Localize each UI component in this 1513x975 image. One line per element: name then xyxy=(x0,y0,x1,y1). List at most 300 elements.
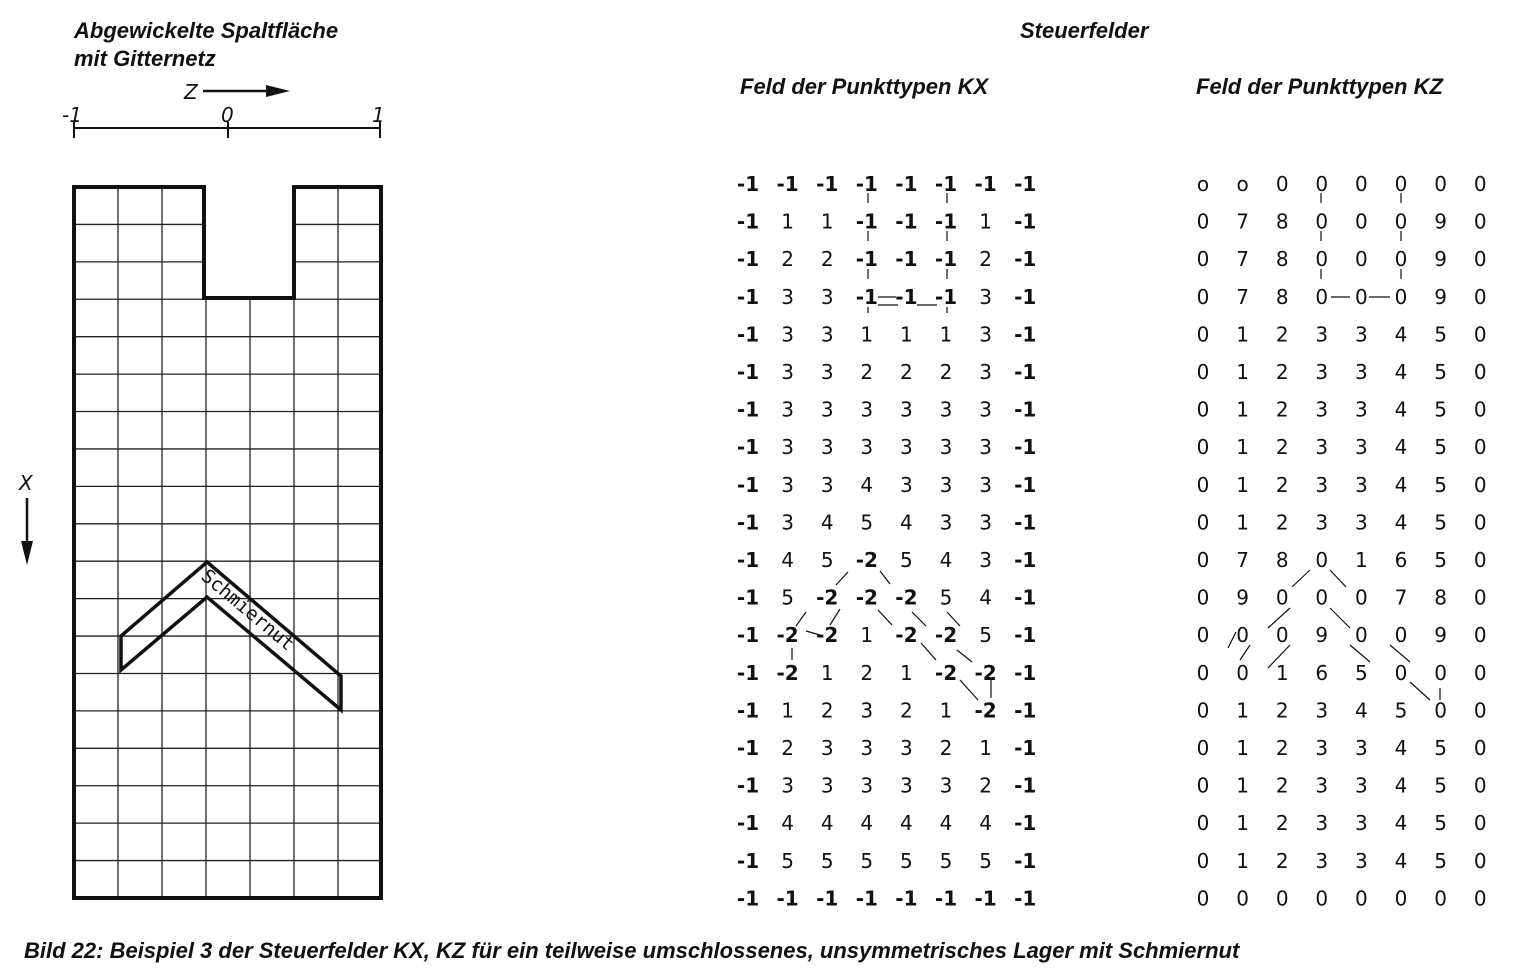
kx-cell: -1 xyxy=(895,209,918,234)
kz-cell: 5 xyxy=(1355,660,1368,685)
kz-cell: 0 xyxy=(1315,247,1329,272)
z-tick-label-zero: 0 xyxy=(221,103,234,127)
kx-cell: 3 xyxy=(860,698,874,723)
kx-cell: 1 xyxy=(860,623,874,648)
kz-cell: 0 xyxy=(1473,585,1487,610)
kx-cell: -1 xyxy=(1014,322,1037,347)
kx-cell: 4 xyxy=(860,472,874,497)
kx-cell: -2 xyxy=(895,623,918,648)
kz-cell: 3 xyxy=(1355,435,1368,460)
kx-cell: 5 xyxy=(860,510,874,535)
kx-cell: 3 xyxy=(781,435,794,460)
kx-cell: 2 xyxy=(781,736,794,760)
kx-cell: 3 xyxy=(781,284,794,309)
kx-cell: 3 xyxy=(979,284,992,309)
kz-cell: o xyxy=(1196,172,1210,196)
kz-cell: 0 xyxy=(1394,172,1408,196)
kz-cell: 5 xyxy=(1434,397,1447,422)
kz-cell: 0 xyxy=(1434,698,1447,723)
kx-cell: -1 xyxy=(1014,472,1037,497)
kx-cell: -1 xyxy=(736,848,760,873)
kz-cell: 7 xyxy=(1236,548,1249,572)
kz-cell: 0 xyxy=(1394,209,1408,234)
kz-cell: 8 xyxy=(1275,247,1289,272)
kx-cell: -2 xyxy=(855,548,878,572)
kz-cell: 0 xyxy=(1315,548,1329,572)
kz-cell: 3 xyxy=(1315,397,1329,422)
kz-cell: 0 xyxy=(1473,360,1487,384)
kx-cell: 2 xyxy=(860,360,874,384)
kx-cell: 3 xyxy=(979,322,992,347)
kx-cell: -2 xyxy=(816,623,839,648)
kx-cell: 3 xyxy=(979,360,992,384)
kz-cell: 0 xyxy=(1196,322,1210,347)
kz-cell: 4 xyxy=(1394,811,1408,836)
kz-cell: 0 xyxy=(1473,698,1487,723)
kx-cell: 1 xyxy=(939,322,953,347)
kx-cell: 3 xyxy=(820,284,834,309)
kz-cell: 9 xyxy=(1434,247,1447,272)
kx-cell: 4 xyxy=(939,811,953,836)
kz-cell: 4 xyxy=(1394,397,1408,422)
kz-cell: 7 xyxy=(1236,209,1249,234)
kz-cell: 5 xyxy=(1434,360,1447,384)
kx-cell: -1 xyxy=(855,284,878,309)
kx-cell: -1 xyxy=(1014,435,1037,460)
kx-cell: -1 xyxy=(736,435,760,460)
kz-cell: 2 xyxy=(1275,698,1289,723)
kz-cell: 0 xyxy=(1473,247,1487,272)
kx-cell: -1 xyxy=(776,886,799,911)
kz-cell: 0 xyxy=(1315,172,1329,196)
kz-cell: 0 xyxy=(1394,660,1408,685)
kz-cell: 0 xyxy=(1315,284,1329,309)
kz-cell: 0 xyxy=(1196,548,1210,572)
kz-cell: 3 xyxy=(1355,510,1368,535)
kz-cell: 5 xyxy=(1434,548,1447,572)
kx-cell: -2 xyxy=(776,623,799,648)
groove-label: Schmiernut xyxy=(196,564,299,656)
kx-cell: 3 xyxy=(900,736,913,760)
kx-cell: 4 xyxy=(781,548,794,572)
kz-cell: 0 xyxy=(1196,886,1210,911)
kx-cell: -1 xyxy=(895,886,918,911)
kz-cell: 1 xyxy=(1236,435,1249,460)
kx-cell: 3 xyxy=(820,773,834,798)
kz-cell: 6 xyxy=(1394,548,1408,572)
kx-cell: 3 xyxy=(860,435,874,460)
kz-cell: 4 xyxy=(1394,848,1408,873)
kx-cell: -1 xyxy=(736,736,760,760)
kx-cell: -1 xyxy=(895,172,918,196)
kz-cell: 0 xyxy=(1196,848,1210,873)
kx-cell: -1 xyxy=(1014,660,1037,685)
kz-cell: 8 xyxy=(1275,209,1289,234)
kz-cell: 3 xyxy=(1315,510,1329,535)
kx-cell: -1 xyxy=(1014,736,1037,760)
kx-field-title: Feld der Punkttypen KX xyxy=(740,74,989,99)
kz-cell: 4 xyxy=(1394,360,1408,384)
kz-cell: 8 xyxy=(1275,284,1289,309)
kz-cell: 5 xyxy=(1434,322,1447,347)
kz-cell: 0 xyxy=(1473,172,1487,196)
kx-cell: -1 xyxy=(1014,247,1037,272)
kz-cell: 3 xyxy=(1355,397,1368,422)
kx-cell: 2 xyxy=(900,360,913,384)
z-arrow-head xyxy=(266,85,290,97)
kx-cell: 2 xyxy=(781,247,794,272)
kx-cell: 3 xyxy=(820,472,834,497)
kx-cell: -1 xyxy=(1014,886,1037,911)
kx-cell: -2 xyxy=(855,585,878,610)
kz-cell: 0 xyxy=(1434,172,1447,196)
kz-cell: 4 xyxy=(1394,736,1408,760)
kx-cell: 3 xyxy=(979,510,992,535)
kz-cell: 9 xyxy=(1315,623,1329,648)
kz-cell: 0 xyxy=(1315,585,1329,610)
kz-cell: 0 xyxy=(1394,247,1408,272)
kx-cell: 5 xyxy=(939,848,953,873)
kz-cell: 2 xyxy=(1275,773,1289,798)
kz-cell: 0 xyxy=(1473,284,1487,309)
kz-cell: 2 xyxy=(1275,397,1289,422)
kx-cell: 3 xyxy=(939,510,953,535)
kx-cell: 1 xyxy=(820,209,834,234)
kx-cell: -2 xyxy=(776,660,799,685)
kz-cell: 0 xyxy=(1196,736,1210,760)
kz-cell: 0 xyxy=(1473,660,1487,685)
kx-cell: -1 xyxy=(855,886,878,911)
kx-cell: -1 xyxy=(1014,698,1037,723)
kz-cell: 8 xyxy=(1275,548,1289,572)
kx-cell: 1 xyxy=(900,660,913,685)
kz-cell: 0 xyxy=(1473,510,1487,535)
kz-cell: 1 xyxy=(1236,397,1249,422)
kx-cell: 2 xyxy=(979,773,992,798)
kx-cell: -1 xyxy=(736,698,760,723)
kx-cell: 4 xyxy=(979,811,992,836)
kx-cell: -1 xyxy=(1014,623,1037,648)
kx-cell: 3 xyxy=(900,472,913,497)
kx-cell: -1 xyxy=(736,172,760,196)
kx-cell: 1 xyxy=(979,736,992,760)
kx-cell: 5 xyxy=(820,848,834,873)
bearing-outline xyxy=(74,187,381,898)
kz-cell: 0 xyxy=(1355,209,1368,234)
kz-cell: 3 xyxy=(1355,472,1368,497)
kx-cell: 5 xyxy=(860,848,874,873)
kz-cell: 0 xyxy=(1275,172,1289,196)
kz-cell: 0 xyxy=(1473,435,1487,460)
kz-cell: 1 xyxy=(1236,322,1249,347)
kx-cell: -2 xyxy=(934,623,958,648)
kz-cell: 0 xyxy=(1196,623,1210,648)
kx-matrix xyxy=(737,172,1036,910)
kx-cell: -1 xyxy=(934,172,958,196)
kx-cell: 5 xyxy=(939,585,953,610)
kx-cell: -1 xyxy=(736,209,760,234)
kz-cell: o xyxy=(1236,172,1249,196)
kz-cell: 0 xyxy=(1434,886,1447,911)
kz-cell: 0 xyxy=(1196,660,1210,685)
kz-cell: 2 xyxy=(1275,811,1289,836)
kz-cell: 0 xyxy=(1236,623,1249,648)
kx-cell: -1 xyxy=(736,360,760,384)
kx-cell: 1 xyxy=(860,322,874,347)
kz-cell: 5 xyxy=(1394,698,1408,723)
kx-cell: -1 xyxy=(736,322,760,347)
kz-cell: 2 xyxy=(1275,510,1289,535)
kz-cell: 0 xyxy=(1473,209,1487,234)
kz-cell: 1 xyxy=(1236,773,1249,798)
kz-cell: 5 xyxy=(1434,472,1447,497)
kz-cell: 0 xyxy=(1315,209,1329,234)
kz-cell: 0 xyxy=(1196,698,1210,723)
kz-cell: 3 xyxy=(1315,435,1329,460)
kx-cell: -1 xyxy=(736,510,760,535)
kz-cell: 5 xyxy=(1434,811,1447,836)
kz-cell: 5 xyxy=(1434,848,1447,873)
kx-cell: -1 xyxy=(855,209,878,234)
x-axis-label: X xyxy=(19,471,33,495)
kx-cell: -1 xyxy=(974,886,997,911)
kz-cell: 3 xyxy=(1315,736,1329,760)
kz-cell: 0 xyxy=(1355,284,1368,309)
kz-cell: 0 xyxy=(1275,886,1289,911)
kx-cell: -1 xyxy=(1014,172,1037,196)
kx-cell: 5 xyxy=(820,548,834,572)
kz-cell: 4 xyxy=(1355,698,1368,723)
kz-cell: 2 xyxy=(1275,322,1289,347)
kz-cell: 0 xyxy=(1196,247,1210,272)
kx-cell: -1 xyxy=(895,247,918,272)
developed-gap-grid xyxy=(74,187,381,898)
grid-title-line2: mit Gitternetz xyxy=(74,46,216,71)
kx-cell: -1 xyxy=(1014,510,1037,535)
kx-cell: -1 xyxy=(1014,209,1037,234)
kz-cell: 0 xyxy=(1394,886,1408,911)
kz-cell: 1 xyxy=(1236,360,1249,384)
kx-cell: 3 xyxy=(939,397,953,422)
kz-cell: 9 xyxy=(1434,623,1447,648)
kz-cell: 0 xyxy=(1473,322,1487,347)
kz-cell: 2 xyxy=(1275,360,1289,384)
z-axis-label: Z xyxy=(184,80,198,104)
kx-cell: 4 xyxy=(820,811,834,836)
kx-cell: 5 xyxy=(979,623,992,648)
kx-cell: 1 xyxy=(900,322,913,347)
kx-cell: 3 xyxy=(781,360,794,384)
kx-cell: 4 xyxy=(781,811,794,836)
kx-cell: 1 xyxy=(979,209,992,234)
kx-cell: 3 xyxy=(820,360,834,384)
kx-cell: 3 xyxy=(979,472,992,497)
kz-cell: 3 xyxy=(1315,472,1329,497)
kz-cell: 0 xyxy=(1196,472,1210,497)
kx-cell: 5 xyxy=(900,848,913,873)
kz-cell: 0 xyxy=(1355,247,1368,272)
x-axis xyxy=(18,471,34,565)
kx-cell: -2 xyxy=(974,698,997,723)
kz-cell: 0 xyxy=(1473,886,1487,911)
kx-cell: -1 xyxy=(736,811,760,836)
kz-cell: 0 xyxy=(1355,585,1368,610)
kx-cell: 1 xyxy=(781,698,794,723)
x-arrow-head xyxy=(21,541,33,565)
kz-cell: 1 xyxy=(1355,548,1368,572)
kx-cell: -1 xyxy=(736,886,760,911)
kx-cell: 3 xyxy=(781,773,794,798)
kx-cell: 4 xyxy=(939,548,953,572)
kx-cell: 5 xyxy=(900,548,913,572)
kz-cell: 0 xyxy=(1394,623,1408,648)
kz-cell: 0 xyxy=(1196,811,1210,836)
kz-cell: 0 xyxy=(1473,623,1487,648)
kz-cell: 7 xyxy=(1394,585,1408,610)
kz-cell: 9 xyxy=(1236,585,1249,610)
kx-cell: 3 xyxy=(900,773,913,798)
z-tick-label-max: 1 xyxy=(372,103,385,127)
kx-cell: 3 xyxy=(820,736,834,760)
kz-connection-lines xyxy=(1228,193,1440,700)
kz-cell: 3 xyxy=(1355,736,1368,760)
kz-cell: 1 xyxy=(1236,698,1249,723)
z-axis xyxy=(62,80,385,138)
kz-cell: 4 xyxy=(1394,322,1408,347)
kx-cell: -1 xyxy=(736,397,760,422)
kx-cell: -1 xyxy=(855,247,878,272)
kx-cell: 3 xyxy=(781,322,794,347)
kx-cell: -1 xyxy=(855,172,878,196)
kz-cell: 9 xyxy=(1434,284,1447,309)
kx-cell: -1 xyxy=(736,548,760,572)
kx-cell: 3 xyxy=(860,773,874,798)
kz-cell: 3 xyxy=(1315,698,1329,723)
kz-cell: 0 xyxy=(1473,773,1487,798)
kz-cell: 0 xyxy=(1473,811,1487,836)
kx-cell: 2 xyxy=(860,660,874,685)
kx-cell: 3 xyxy=(820,397,834,422)
kz-cell: 0 xyxy=(1196,360,1210,384)
kz-cell: 8 xyxy=(1434,585,1447,610)
kz-cell: 0 xyxy=(1275,585,1289,610)
kz-cell: 4 xyxy=(1394,510,1408,535)
kz-cell: 3 xyxy=(1315,360,1329,384)
kz-cell: 3 xyxy=(1315,848,1329,873)
kx-cell: 4 xyxy=(860,811,874,836)
kz-cell: 0 xyxy=(1196,510,1210,535)
kx-cell: 2 xyxy=(900,698,913,723)
kz-cell: 6 xyxy=(1315,660,1329,685)
z-tick-label-min: -1 xyxy=(62,103,82,127)
kx-cell: 3 xyxy=(820,435,834,460)
kz-cell: 0 xyxy=(1355,623,1368,648)
kz-cell: 3 xyxy=(1355,322,1368,347)
kx-cell: 2 xyxy=(979,247,992,272)
kz-cell: 0 xyxy=(1275,623,1289,648)
kz-cell: 2 xyxy=(1275,848,1289,873)
kz-cell: 0 xyxy=(1236,886,1249,911)
kx-cell: -2 xyxy=(974,660,997,685)
kx-cell: -2 xyxy=(816,585,839,610)
kz-cell: 0 xyxy=(1434,660,1447,685)
kx-cell: 5 xyxy=(979,848,992,873)
kz-cell: 5 xyxy=(1434,773,1447,798)
kx-cell: 3 xyxy=(781,510,794,535)
kx-cell: -2 xyxy=(934,660,958,685)
kx-cell: -1 xyxy=(895,284,918,309)
kz-cell: 3 xyxy=(1315,773,1329,798)
kz-cell: 3 xyxy=(1355,773,1368,798)
kx-cell: -1 xyxy=(934,284,958,309)
kz-cell: 0 xyxy=(1473,848,1487,873)
kx-cell: 4 xyxy=(900,510,913,535)
kx-cell: 5 xyxy=(781,848,794,873)
kx-cell: 2 xyxy=(820,247,834,272)
kz-cell: 5 xyxy=(1434,435,1447,460)
kx-cell: -1 xyxy=(736,660,760,685)
kx-cell: -1 xyxy=(736,585,760,610)
kz-cell: 1 xyxy=(1275,660,1289,685)
kx-cell: -1 xyxy=(736,773,760,798)
kx-cell: -1 xyxy=(974,172,997,196)
kz-matrix xyxy=(1197,172,1487,910)
kz-cell: 7 xyxy=(1236,247,1249,272)
kz-cell: 0 xyxy=(1196,397,1210,422)
kz-cell: 2 xyxy=(1275,472,1289,497)
kz-cell: 0 xyxy=(1355,172,1368,196)
kx-cell: -1 xyxy=(1014,360,1037,384)
kz-cell: 0 xyxy=(1196,435,1210,460)
kz-cell: 0 xyxy=(1473,548,1487,572)
kx-cell: 3 xyxy=(979,548,992,572)
kx-cell: -1 xyxy=(736,284,760,309)
kz-field-title: Feld der Punkttypen KZ xyxy=(1196,74,1443,99)
kx-cell: 3 xyxy=(860,736,874,760)
kx-cell: 2 xyxy=(820,698,834,723)
kz-cell: 0 xyxy=(1196,284,1210,309)
control-fields-heading: Steuerfelder xyxy=(1020,18,1149,43)
kz-cell: 4 xyxy=(1394,472,1408,497)
kz-cell: 5 xyxy=(1434,510,1447,535)
grid-title-line1: Abgewickelte Spaltfläche xyxy=(74,18,339,43)
kz-cell: 3 xyxy=(1355,360,1368,384)
kz-cell: 3 xyxy=(1355,811,1368,836)
kx-cell: -1 xyxy=(736,247,760,272)
kx-cell: 3 xyxy=(781,472,794,497)
kx-cell: -1 xyxy=(1014,773,1037,798)
kz-cell: 3 xyxy=(1315,811,1329,836)
kx-cell: 3 xyxy=(900,435,913,460)
kz-cell: 1 xyxy=(1236,811,1249,836)
kx-cell: 3 xyxy=(979,435,992,460)
kx-cell: 1 xyxy=(781,209,794,234)
kx-cell: 4 xyxy=(820,510,834,535)
kz-cell: 0 xyxy=(1394,284,1408,309)
kx-cell: 3 xyxy=(939,773,953,798)
kz-cell: 1 xyxy=(1236,472,1249,497)
kz-cell: 7 xyxy=(1236,284,1249,309)
kx-cell: 3 xyxy=(900,397,913,422)
kz-cell: 9 xyxy=(1434,209,1447,234)
kx-cell: -1 xyxy=(816,886,839,911)
kz-cell: 2 xyxy=(1275,435,1289,460)
kx-cell: 3 xyxy=(939,435,953,460)
kz-cell: 3 xyxy=(1355,848,1368,873)
kx-cell: -1 xyxy=(816,172,839,196)
kx-cell: -1 xyxy=(1014,848,1037,873)
kx-cell: 3 xyxy=(781,397,794,422)
